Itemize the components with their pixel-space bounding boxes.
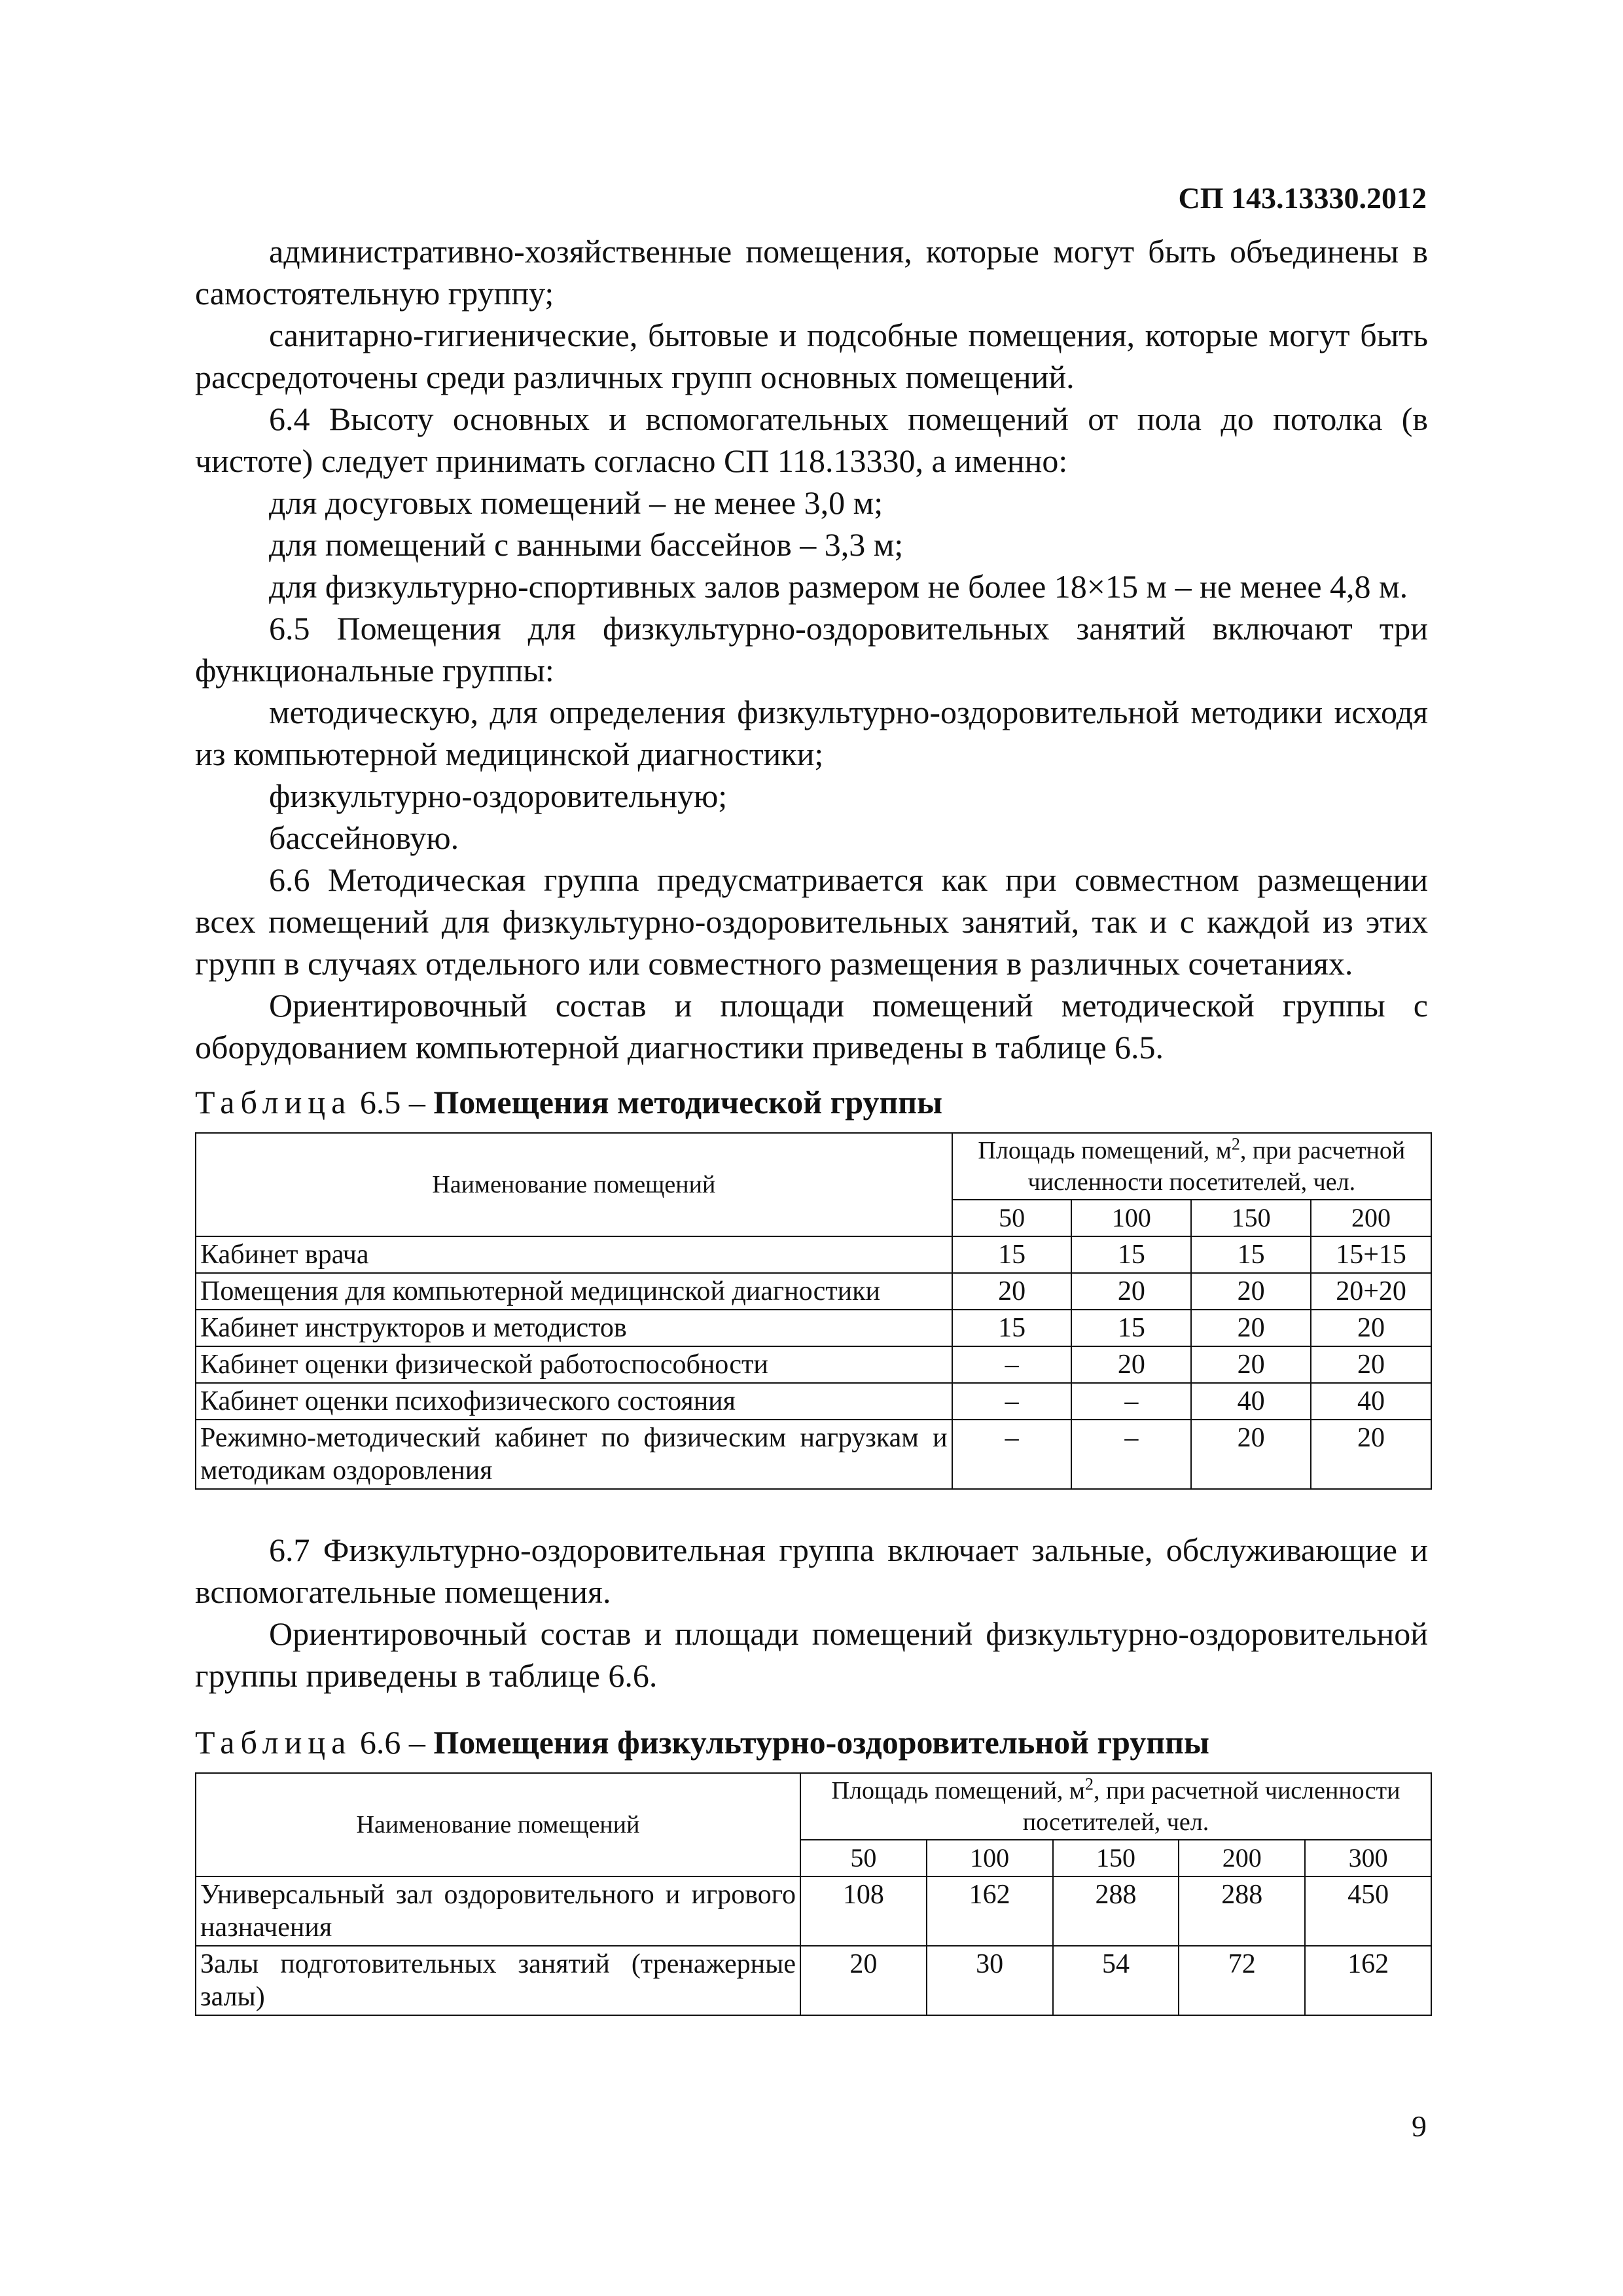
table-title: Помещения методической группы <box>433 1084 943 1121</box>
area-header-rest: , при расчетной численности посетителей, чел. <box>1022 1777 1400 1836</box>
table-row <box>196 1273 1431 1310</box>
table-row <box>196 1310 1431 1346</box>
table-row <box>196 1383 1431 1420</box>
area-value-cell: 20 <box>1311 1420 1431 1489</box>
room-name-cell: Залы подготовительных занятий (тренажерные залы) <box>196 1946 800 2015</box>
area-value-cell: 30 <box>927 1946 1053 2015</box>
room-name-cell: Кабинет инструкторов и методистов <box>196 1310 952 1346</box>
room-name-cell: Кабинет врача <box>196 1236 952 1273</box>
paragraph: для физкультурно-спортивных залов размером не более 18×15 м – не менее 4,8 м. <box>269 568 1408 605</box>
table-number: 6.5 – <box>351 1084 434 1121</box>
table-6-6 <box>195 1772 1432 2016</box>
table-6-5 <box>195 1132 1432 1490</box>
area-header-sup: 2 <box>1084 1774 1094 1794</box>
paragraph: санитарно-гигиенические, бытовые и подсобные помещения, которые могут быть рассредоточены среди различных групп основных помещений. <box>195 317 1428 395</box>
column-header-count: 100 <box>927 1840 1053 1876</box>
table-row <box>196 1420 1431 1489</box>
paragraph: методическую, для определения физкультурно-оздоровительной методики исходя из компьютерной медицинской диагностики; <box>195 694 1428 772</box>
column-header-count: 200 <box>1311 1200 1431 1236</box>
column-header-name: Наименование помещений <box>196 1133 952 1236</box>
area-value-cell: 20 <box>1071 1273 1191 1310</box>
table-number: 6.6 – <box>351 1724 434 1761</box>
column-header-count: 150 <box>1191 1200 1311 1236</box>
table-6-6-caption <box>195 1721 1428 1763</box>
table-6-5-caption <box>195 1081 1428 1123</box>
area-value-cell: 15 <box>952 1236 1072 1273</box>
table-row <box>196 1946 1431 2015</box>
table-row <box>196 1346 1431 1383</box>
paragraph: 6.5 Помещения для физкультурно-оздоровительных занятий включают три функциональные группы: <box>195 610 1428 689</box>
area-value-cell: 20 <box>1191 1346 1311 1383</box>
paragraph: бассейновую. <box>269 819 459 856</box>
paragraph: физкультурно-оздоровительную; <box>269 778 728 814</box>
document-body <box>195 230 1428 2016</box>
paragraph: административно-хозяйственные помещения, которые могут быть объединены в самостоятельную группу; <box>195 233 1428 312</box>
area-value-cell: 20 <box>800 1946 927 2015</box>
area-header-sup: 2 <box>1231 1134 1240 1154</box>
paragraph-group-a <box>195 230 1428 1068</box>
column-header-area <box>800 1773 1431 1840</box>
paragraph: 6.6 Методическая группа предусматривается как при совместном размещении всех помещений для физкультурно-оздоровительных занятий, так и с каждой из этих групп в случаях отдельного или совместного размещения в различных сочетаниях. <box>195 861 1428 982</box>
page-number: 9 <box>1412 2109 1427 2143</box>
column-header-count: 300 <box>1305 1840 1431 1876</box>
column-header-count: 100 <box>1071 1200 1191 1236</box>
table-row <box>196 1876 1431 1946</box>
column-header-area <box>952 1133 1431 1200</box>
column-header-count: 150 <box>1053 1840 1179 1876</box>
paragraph: Ориентировочный состав и площади помещений методической группы с оборудованием компьютерной диагностики приведены в таблице 6.5. <box>195 987 1428 1066</box>
paragraph: Ориентировочный состав и площади помещений физкультурно-оздоровительной группы приведены в таблице 6.6. <box>195 1615 1428 1694</box>
table-row <box>196 1236 1431 1273</box>
room-name-cell: Кабинет оценки физической работоспособности <box>196 1346 952 1383</box>
area-value-cell: – <box>952 1383 1072 1420</box>
area-value-cell: 450 <box>1305 1876 1431 1946</box>
area-value-cell: 54 <box>1053 1946 1179 2015</box>
area-value-cell: 108 <box>800 1876 927 1946</box>
area-value-cell: 20 <box>1191 1273 1311 1310</box>
area-value-cell: 288 <box>1053 1876 1179 1946</box>
area-value-cell: 20 <box>952 1273 1072 1310</box>
area-value-cell: 15 <box>1071 1310 1191 1346</box>
area-value-cell: 15 <box>1071 1236 1191 1273</box>
area-value-cell: – <box>1071 1420 1191 1489</box>
room-name-cell: Кабинет оценки психофизического состояния <box>196 1383 952 1420</box>
table-title: Помещения физкультурно-оздоровительной группы <box>433 1724 1209 1761</box>
area-header-text: Площадь помещений, м <box>978 1137 1232 1164</box>
paragraph: 6.7 Физкультурно-оздоровительная группа включает зальные, обслуживающие и вспомогательные помещения. <box>195 1532 1428 1610</box>
column-header-count: 50 <box>952 1200 1072 1236</box>
paragraph: для помещений с ванными бассейнов – 3,3 м; <box>269 526 904 563</box>
table-word: Таблица <box>195 1724 352 1761</box>
area-header-rest: , при расчетной численности посетителей, чел. <box>1027 1137 1406 1196</box>
area-value-cell: 20 <box>1311 1310 1431 1346</box>
area-value-cell: 40 <box>1311 1383 1431 1420</box>
area-value-cell: 40 <box>1191 1383 1311 1420</box>
area-value-cell: 20+20 <box>1311 1273 1431 1310</box>
area-value-cell: 162 <box>927 1876 1053 1946</box>
area-value-cell: – <box>952 1346 1072 1383</box>
paragraph-group-b <box>195 1529 1428 1696</box>
room-name-cell: Помещения для компьютерной медицинской диагностики <box>196 1273 952 1310</box>
area-value-cell: 20 <box>1071 1346 1191 1383</box>
area-value-cell: – <box>952 1420 1072 1489</box>
column-header-count: 50 <box>800 1840 927 1876</box>
column-header-count: 200 <box>1179 1840 1305 1876</box>
area-value-cell: 15+15 <box>1311 1236 1431 1273</box>
area-value-cell: 15 <box>952 1310 1072 1346</box>
area-value-cell: 20 <box>1311 1346 1431 1383</box>
table-word: Таблица <box>195 1084 352 1121</box>
area-header-text: Площадь помещений, м <box>831 1777 1085 1804</box>
room-name-cell: Универсальный зал оздоровительного и игрового назначения <box>196 1876 800 1946</box>
column-header-name: Наименование помещений <box>196 1773 800 1876</box>
room-name-cell: Режимно-методический кабинет по физическим нагрузкам и методикам оздоровления <box>196 1420 952 1489</box>
area-value-cell: 162 <box>1305 1946 1431 2015</box>
area-value-cell: – <box>1071 1383 1191 1420</box>
paragraph: 6.4 Высоту основных и вспомогательных помещений от пола до потолка (в чистоте) следует принимать согласно СП 118.13330, а именно: <box>195 401 1428 479</box>
area-value-cell: 288 <box>1179 1876 1305 1946</box>
paragraph: для досуговых помещений – не менее 3,0 м; <box>269 484 883 521</box>
area-value-cell: 72 <box>1179 1946 1305 2015</box>
area-value-cell: 15 <box>1191 1236 1311 1273</box>
area-value-cell: 20 <box>1191 1310 1311 1346</box>
document-code: СП 143.13330.2012 <box>1178 181 1427 215</box>
area-value-cell: 20 <box>1191 1420 1311 1489</box>
